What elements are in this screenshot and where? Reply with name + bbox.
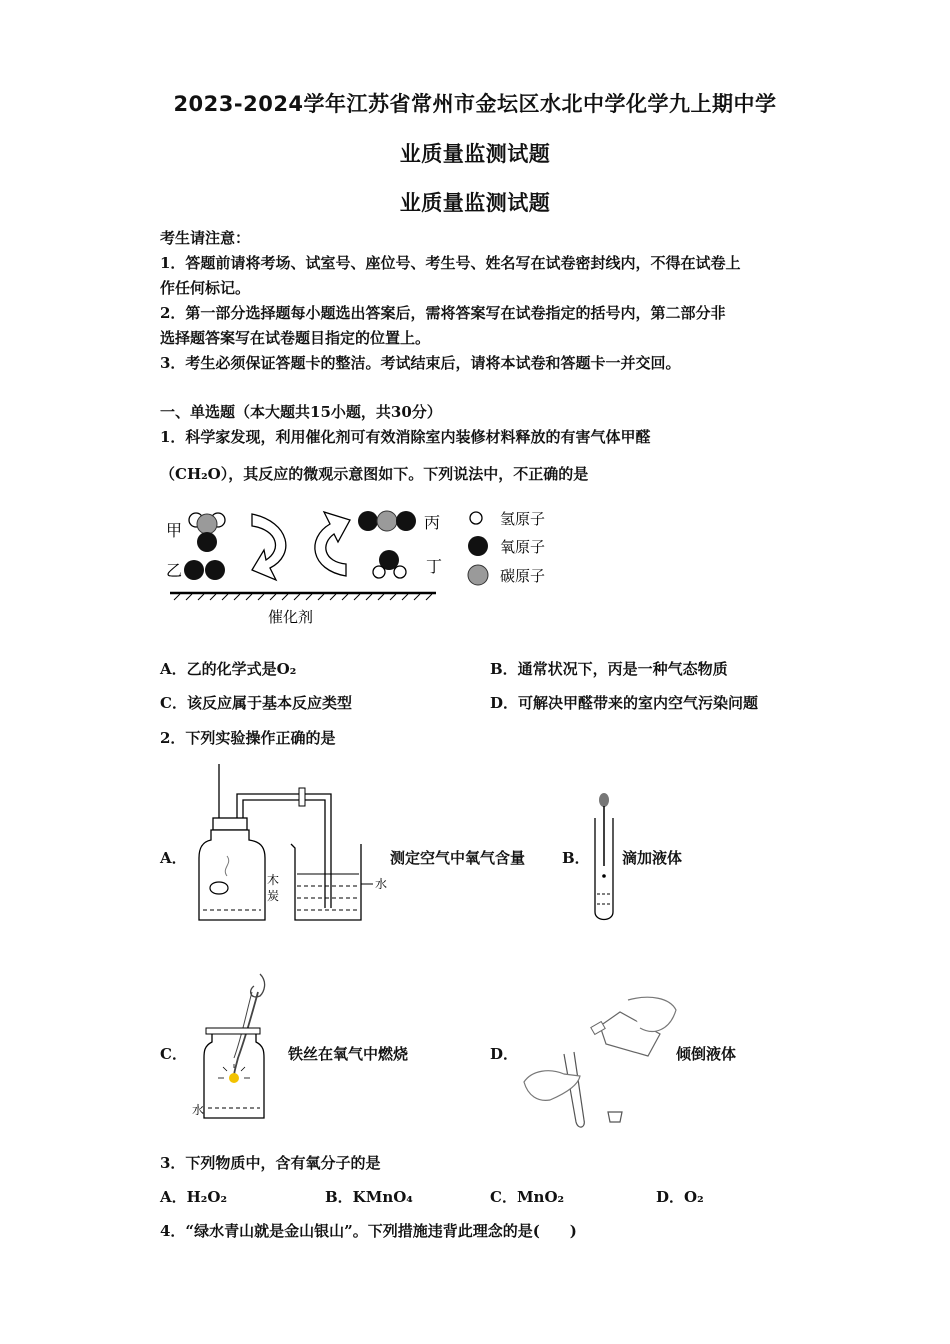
q3-option-b: B．KMnO₄ [325, 1188, 413, 1206]
q2-option-a-letter: A． [160, 849, 187, 867]
q2-b-dropper-apparatus [590, 790, 620, 924]
q1-option-b: B．通常状况下，丙是一种气态物质 [490, 660, 728, 678]
legend-oxygen-icon [468, 536, 488, 556]
notice-item-1b: 作任何标记。 [160, 279, 251, 297]
q1-stem-b: （CH₂O），其反应的微观示意图如下。下列说法中，不正确的是 [160, 465, 589, 483]
notice-heading: 考生请注意： [160, 229, 251, 247]
hydrogen-atom [394, 566, 406, 578]
label-yi: 乙 [166, 561, 183, 580]
q3-option-a: A．H₂O₂ [160, 1188, 228, 1206]
q2-option-d-text: 倾倒液体 [676, 1045, 737, 1063]
q3-option-d: D．O₂ [656, 1188, 704, 1206]
page-title-line-3: 业质量监测试题 [399, 191, 551, 215]
oxygen-atom [358, 511, 378, 531]
notice-item-3: 3．考生必须保证答题卡的整洁。考试结束后，请将本试卷和答题卡一并交回。 [160, 354, 681, 372]
q2-option-a-text: 测定空气中氧气含量 [390, 849, 526, 867]
label-bing: 丙 [424, 513, 441, 532]
stopper [213, 818, 247, 830]
oxygen-atom [197, 532, 217, 552]
oxygen-atom [205, 560, 225, 580]
page-title-line-1: 2023-2024学年江苏省常州市金坛区水北中学化学九上期中学 [173, 92, 777, 116]
q1-stem-a: 1．科学家发现，利用催化剂可有效消除室内装修材料释放的有害气体甲醛 [160, 428, 651, 446]
legend-hydrogen-label: 氢原子 [500, 510, 546, 528]
bottle-stopper [608, 1112, 622, 1122]
notice-item-1a: 1．答题前请将考场、试室号、座位号、考生号、姓名写在试卷密封线内，不得在试卷上 [160, 254, 741, 272]
label-charcoal-2: 炭 [267, 889, 280, 903]
page-title-line-2: 业质量监测试题 [399, 142, 551, 166]
clamp [299, 788, 305, 806]
label-water-c: 水 [192, 1103, 205, 1117]
q2-c-iron-wire-apparatus [190, 966, 280, 1124]
carbon-atom [197, 514, 217, 534]
notice-item-2b: 选择题答案写在试卷题目指定的位置上。 [160, 329, 431, 347]
glass-cover [206, 1028, 260, 1034]
q2-option-c-text: 铁丝在氧气中燃烧 [288, 1045, 409, 1063]
flame-icon [229, 1073, 239, 1083]
dropper-bulb [599, 793, 609, 807]
q3-stem: 3．下列物质中，含有氧分子的是 [160, 1154, 381, 1172]
q2-option-d-letter: D． [490, 1045, 519, 1063]
carbon-atom [377, 511, 397, 531]
q2-a-air-oxygen-apparatus [195, 760, 395, 930]
q4-stem: 4．“绿水青山就是金山银山”。下列措施违背此理念的是( ) [160, 1222, 577, 1240]
beaker [291, 844, 361, 920]
curved-arrow-up-icon [315, 512, 350, 576]
surface-hatching [174, 594, 432, 600]
q1-option-a: A．乙的化学式是O₂ [160, 660, 297, 678]
q2-stem: 2．下列实验操作正确的是 [160, 729, 336, 747]
q2-d-pouring-apparatus [520, 990, 680, 1132]
section-heading: 一、单选题（本大题共15小题，共30分） [160, 403, 442, 421]
q2-option-b-letter: B． [562, 849, 590, 867]
q2-option-c-letter: C． [160, 1045, 187, 1063]
legend-carbon-icon [468, 565, 488, 585]
legend-oxygen-label: 氧原子 [500, 538, 546, 556]
q1-option-d: D．可解决甲醛带来的室内空气污染问题 [490, 694, 759, 712]
label-charcoal-1: 木 [267, 873, 280, 887]
gas-jar [199, 830, 265, 920]
curved-arrow-down-icon [252, 514, 286, 580]
label-jia: 甲 [166, 521, 183, 540]
legend-carbon-label: 碳原子 [500, 567, 546, 585]
label-ding: 丁 [426, 557, 443, 576]
hydrogen-atom [373, 566, 385, 578]
label-water: 水 [375, 877, 388, 891]
q3-option-c: C．MnO₂ [490, 1188, 565, 1206]
q2-option-b-text: 滴加液体 [622, 849, 683, 867]
q1-option-c: C．该反应属于基本反应类型 [160, 694, 352, 712]
legend-hydrogen-icon [470, 512, 482, 524]
combustion-spoon [210, 882, 228, 894]
oxygen-atom [184, 560, 204, 580]
catalyst-label: 催化剂 [268, 608, 314, 626]
oxygen-atom [396, 511, 416, 531]
notice-item-2a: 2．第一部分选择题每小题选出答案后，需将答案写在试卷指定的括号内，第二部分非 [160, 304, 726, 322]
q1-reaction-diagram [160, 500, 580, 630]
